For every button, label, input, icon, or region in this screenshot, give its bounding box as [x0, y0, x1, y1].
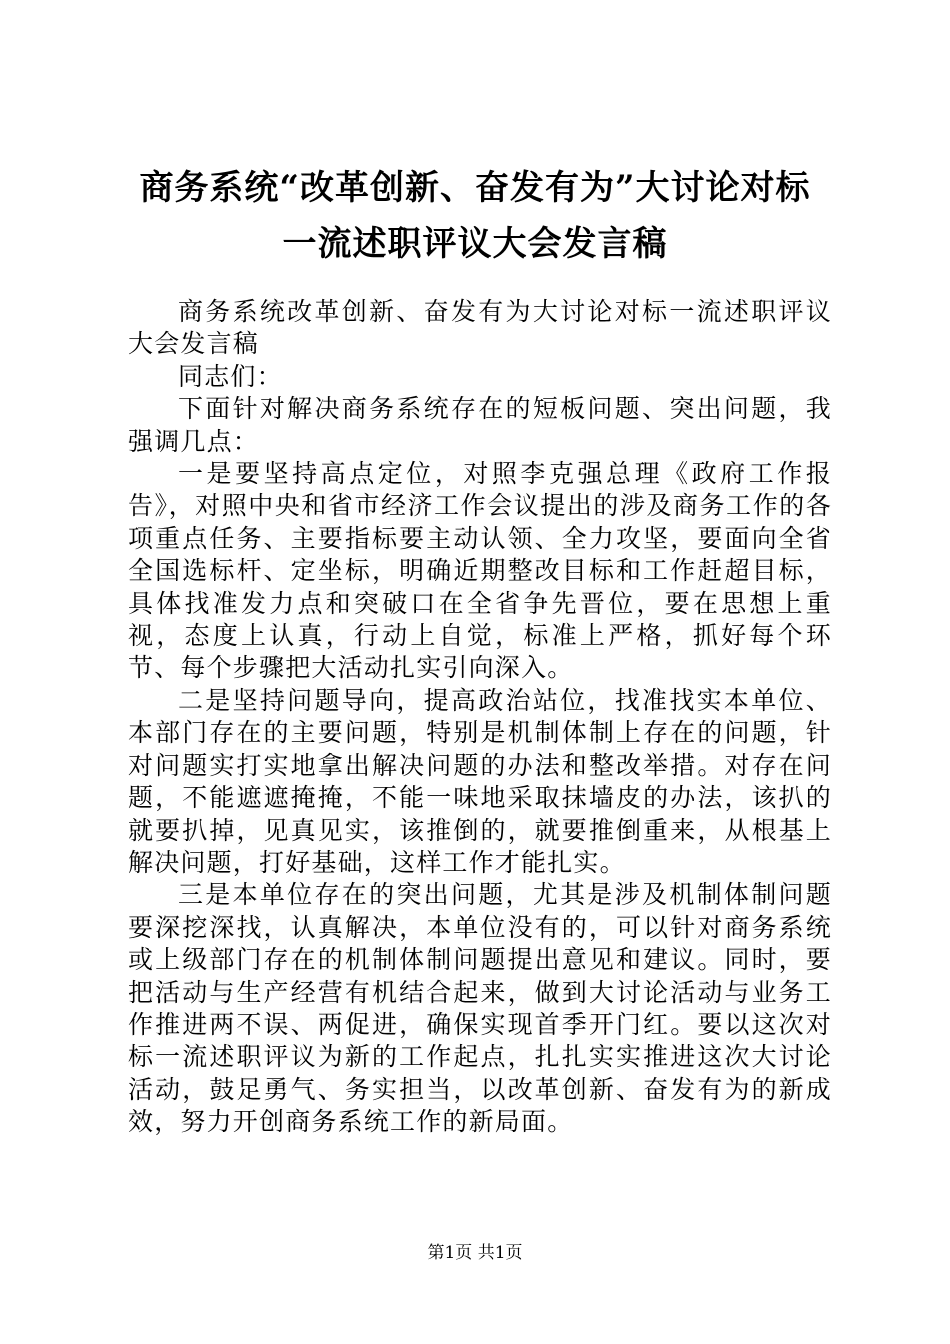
paragraph-salutation: 同志们： [178, 361, 283, 391]
title-line-2: 一流述职评议大会发言稿 [282, 224, 668, 264]
title-line-1: 商务系统“改革创新、奋发有为”大讨论对标 [139, 168, 811, 208]
paragraph-intro: 下面针对解决商务系统存在的短板问题、突出问题，我强调几点： [128, 394, 832, 456]
paragraph-point-2: 二是坚持问题导向，提高政治站位，找准找实本单位、本部门存在的主要问题，特别是机制体制上存在的问题，针对问题实打实地拿出解决问题的办法和整改举措。对存在问题，不能遮遮掩掩，不能一味地采取抹墙皮的办法，该扒的就要扒掉，见真见实，该推倒的，就要推倒重来，从根基上解决问题，打好基础，这样工作才能扎实。 [128, 685, 832, 877]
document-title [120, 160, 830, 272]
document-body [128, 296, 832, 1139]
page-footer: 第1页 共1页 [427, 1243, 523, 1263]
paragraph-subtitle: 商务系统改革创新、奋发有为大讨论对标一流述职评议大会发言稿 [128, 297, 832, 359]
paragraph-point-1: 一是要坚持高点定位，对照李克强总理《政府工作报告》，对照中央和省市经济工作会议提出的涉及商务工作的各项重点任务、主要指标要主动认领、全力攻坚，要面向全省全国选标杆、定坐标，明确近期整改目标和工作赶超目标，具体找准发力点和突破口在全省争先晋位，要在思想上重视，态度上认真，行动上自觉，标准上严格，抓好每个环节、每个步骤把大活动扎实引向深入。 [128, 459, 832, 683]
paragraph-point-3: 三是本单位存在的突出问题，尤其是涉及机制体制问题要深挖深找，认真解决，本单位没有的，可以针对商务系统或上级部门存在的机制体制问题提出意见和建议。同时，要把活动与生产经营有机结合起来，做到大讨论活动与业务工作推进两不误、两促进，确保实现首季开门红。要以这次对标一流述职评议为新的工作起点，扎扎实实推进这次大讨论活动，鼓足勇气、务实担当，以改革创新、奋发有为的新成效，努力开创商务系统工作的新局面。 [128, 880, 832, 1137]
